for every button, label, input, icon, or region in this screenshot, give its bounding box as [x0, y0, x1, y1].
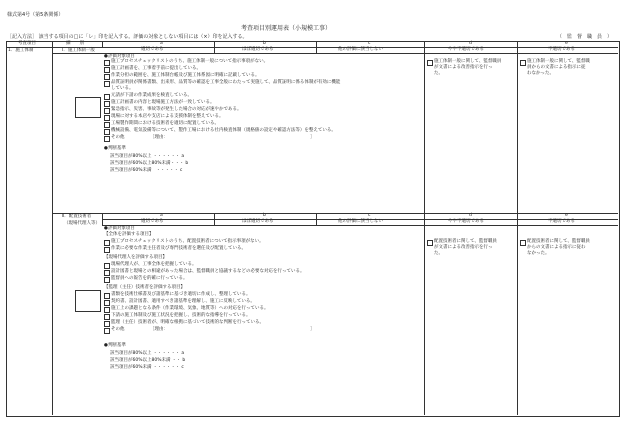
section1-item-checkbox[interactable]	[104, 136, 110, 142]
section2-item: 設計図書と現場との相違があった場合は、監督職員と協議するなどの必要な対応を行っている。	[111, 269, 305, 274]
section1-item-checkbox[interactable]	[104, 108, 110, 114]
grade-a-desc: 適切である	[141, 47, 164, 52]
section1-grade-e-text: わなかった。	[527, 71, 554, 76]
section2-grade-e-text: なかった。	[527, 251, 550, 256]
section2-item-checkbox[interactable]	[104, 240, 110, 246]
section2-item: 下請の施工体制及び施工状況を把握し、技術的な指導を行っている。	[111, 313, 251, 318]
section2-item-checkbox[interactable]	[104, 328, 110, 334]
section2-item-checkbox[interactable]	[104, 270, 110, 276]
section2-item-checkbox[interactable]	[104, 247, 110, 253]
section2-judge-header: ●判断基準	[104, 343, 126, 348]
section2-item: 監督員への報告を的確に行っている。	[111, 276, 188, 281]
instructions-text: ［記入方法］ 該当する項目の□に「レ」印を記入する。評価の対象としない項目には（×）印を記入する。	[7, 34, 248, 40]
section1-item-checkbox[interactable]	[104, 81, 110, 87]
section2-grade-e-checkbox[interactable]	[520, 240, 526, 246]
section1-grade-e-text: 員からの文書による指示に従	[527, 65, 586, 70]
section2-item-checkbox[interactable]	[104, 263, 110, 269]
section2-grade-d-checkbox[interactable]	[427, 240, 433, 246]
section1-score-box[interactable]	[75, 97, 101, 118]
section1-item-checkbox[interactable]	[104, 60, 110, 66]
section1-reason-label: ［理由：	[150, 135, 168, 140]
grade-b-label: b	[263, 41, 266, 46]
section2-item: 作業に必要な作業主任者及び専門技術者を選任及び配置している。	[111, 246, 246, 251]
section2-item: 現場代理人が、工事全体を把握している。	[111, 262, 197, 267]
section1-item-checkbox[interactable]	[104, 129, 110, 135]
section1-grade-d-text: 施工体制一般に関して、監督職員	[434, 59, 502, 64]
grade-b-desc: ほぼ適切である	[242, 47, 274, 52]
section2-title: Ⅱ．配置技術者	[62, 214, 92, 219]
section2-grade-b-label: b	[263, 213, 266, 218]
section2-item-checkbox[interactable]	[104, 321, 110, 327]
section1-item: 施工計画書を、工事着手前に提出している。	[111, 66, 201, 71]
section1-grade-e-checkbox[interactable]	[520, 60, 526, 66]
section1-criterion: 該当項目が60%以上80%未満・・・ b	[110, 161, 189, 166]
header-item: 考査項目	[18, 41, 36, 46]
section2-grade-a-desc: 適切である	[141, 219, 164, 224]
section1-criterion: 該当項目が60%未満 ・・・・・ c	[110, 168, 183, 173]
section1-item: 作業分担の範囲を、施工体制台帳及び施工体系図に明確に記載している。	[111, 73, 260, 78]
section1-item-checkbox[interactable]	[104, 67, 110, 73]
section2-grade-d-desc: やや不適切である	[448, 219, 484, 224]
section2-item: 書類を技術仕様書及び諸基準に基づき適切に作成し、整理している。	[111, 292, 251, 297]
grade-e-label: e	[565, 41, 568, 46]
section2-grade-a-label: a	[160, 213, 163, 218]
grade-c-label: c	[368, 41, 371, 46]
section2-group-label: 【監理（主任）技術者を評価する項目】	[104, 285, 185, 290]
section2-group-label: 【全体を評価する項目】	[104, 232, 154, 237]
section1-item-checkbox[interactable]	[104, 115, 110, 121]
section2-grade-d-text: 配置技術者に関して、監督職員	[434, 239, 497, 244]
page-title: 考査項目別運用表（小規模工事）	[241, 25, 332, 32]
section2-item: 施工プロセスチェックリストのうち、配置技術者について指示事項がない。	[111, 239, 264, 244]
grade-a-label: a	[160, 41, 163, 46]
section1-item-continued: している。	[111, 86, 134, 91]
section1-item: 元請が下請の作業成果を検査している。	[111, 93, 192, 98]
col-divider-item	[52, 41, 53, 415]
section2-group-label: 【現場代理人を評価する項目】	[104, 255, 167, 260]
section2-item-checkbox[interactable]	[104, 307, 110, 313]
section2-grade-e-desc: 不適切である	[548, 219, 575, 224]
grade-c-desc: 他の評価に該当しない	[338, 47, 383, 52]
section-divider	[52, 213, 618, 214]
inspector-label: （ 監 督 職 員 ）	[557, 34, 613, 40]
section2-item-checkbox[interactable]	[104, 300, 110, 306]
category-label: 1．施工体制	[8, 48, 34, 53]
section1-item: 品質証明員が関係書類、出来形、品質等の確認を工事全般にわたって実施して、品質証明に係る体制が有効に機能	[111, 80, 341, 85]
section2-item: 施工上の課題となる条件（作業環境、気象、地質等）への対応を行っている。	[111, 306, 269, 311]
section1-item-checkbox[interactable]	[104, 74, 110, 80]
section1-grade-d-text: た。	[434, 71, 443, 76]
section2-criterion: 該当項目が80%以上 ・・・・・・ a	[110, 351, 185, 356]
section1-grade-e-text: 施工体制一般に関して、監督職	[527, 59, 590, 64]
section1-reason-close: ］	[310, 135, 315, 140]
section2-criterion: 該当項目が60%未満 ・・・・・・ c	[110, 365, 184, 370]
section2-grade-c-desc: 他の評価に該当しない	[338, 219, 383, 224]
section2-eval-header: ●評価対象項目	[104, 226, 135, 231]
section2-grade-d-text: が文書による改善指示を行っ	[434, 245, 493, 250]
section2-item-checkbox[interactable]	[104, 314, 110, 320]
form-number: 様式第4号（第5条関係）	[7, 12, 64, 18]
section2-criterion: 該当項目が60%以上80%未満 ・・ b	[110, 358, 186, 363]
section1-item-other: その他	[111, 135, 125, 140]
section1-item-checkbox[interactable]	[104, 122, 110, 128]
grade-d-label: d	[469, 41, 472, 46]
section1-judge-header: ●判断基準	[104, 146, 126, 151]
section2-item: 契約書、設計図書、適用すべき諸基準を理解し、施工に反映している。	[111, 299, 255, 304]
section1-item-checkbox[interactable]	[104, 94, 110, 100]
section1-item-checkbox[interactable]	[104, 101, 110, 107]
section1-item: 施工計画書の内容と現場施工方法が一致している。	[111, 100, 215, 105]
section1-item: 機械設備、電気設備等について、製作工場における社内検査体制（規格値の設定や確認方法等）を整えている。	[111, 128, 336, 133]
section1-title: Ⅰ．施工体制一般	[62, 48, 95, 53]
section1-eval-header: ●評価対象項目	[104, 54, 135, 59]
section2-grade-e-text: からの文書による指示に従わ	[527, 245, 586, 250]
grade-d-desc: やや不適切である	[448, 47, 484, 52]
section2-grade-e-text: 配置技術者に関して、監督職員	[527, 239, 590, 244]
section2-item-checkbox[interactable]	[104, 277, 110, 283]
section1-item: 工場製作期間における技術者を適切に配置している。	[111, 121, 219, 126]
section2-reason-label: ［理由：	[150, 327, 168, 332]
section2-score-box[interactable]	[75, 290, 101, 312]
section1-item: 施工プロセスチェックリストのうち、施工体制一般について指示事項がない。	[111, 59, 269, 64]
section2-item-other: その他	[111, 327, 125, 332]
section1-criterion: 該当項目が80%以上 ・・・・・・ a	[110, 154, 185, 159]
section2-reason-close: ］	[310, 327, 315, 332]
section1-grade-d-text: が文書による改善指示を行っ	[434, 65, 493, 70]
section1-item: 現場に対する本店や支店による支援体制を整えている。	[111, 114, 224, 119]
section2-grade-b-desc: ほぼ適切である	[242, 219, 274, 224]
section2-grade-d-label: d	[469, 213, 472, 218]
section2-grade-e-label: e	[565, 213, 568, 218]
section2-grade-d-text: た。	[434, 251, 443, 256]
grade-e-desc: 不適切である	[548, 47, 575, 52]
section2-item: 監理（主任）技術者が、明確な根拠に基づいて技術的な判断を行っている。	[111, 320, 264, 325]
section2-item-checkbox[interactable]	[104, 293, 110, 299]
section2-subtitle: （現場代理人等）	[64, 221, 100, 226]
section1-grade-d-checkbox[interactable]	[427, 60, 433, 66]
section2-grade-c-label: c	[368, 213, 371, 218]
header-detail: 細 別	[66, 41, 84, 46]
section1-item: 緊急指示、災害、事故等が発生した場合の対応が速やかである。	[111, 107, 242, 112]
